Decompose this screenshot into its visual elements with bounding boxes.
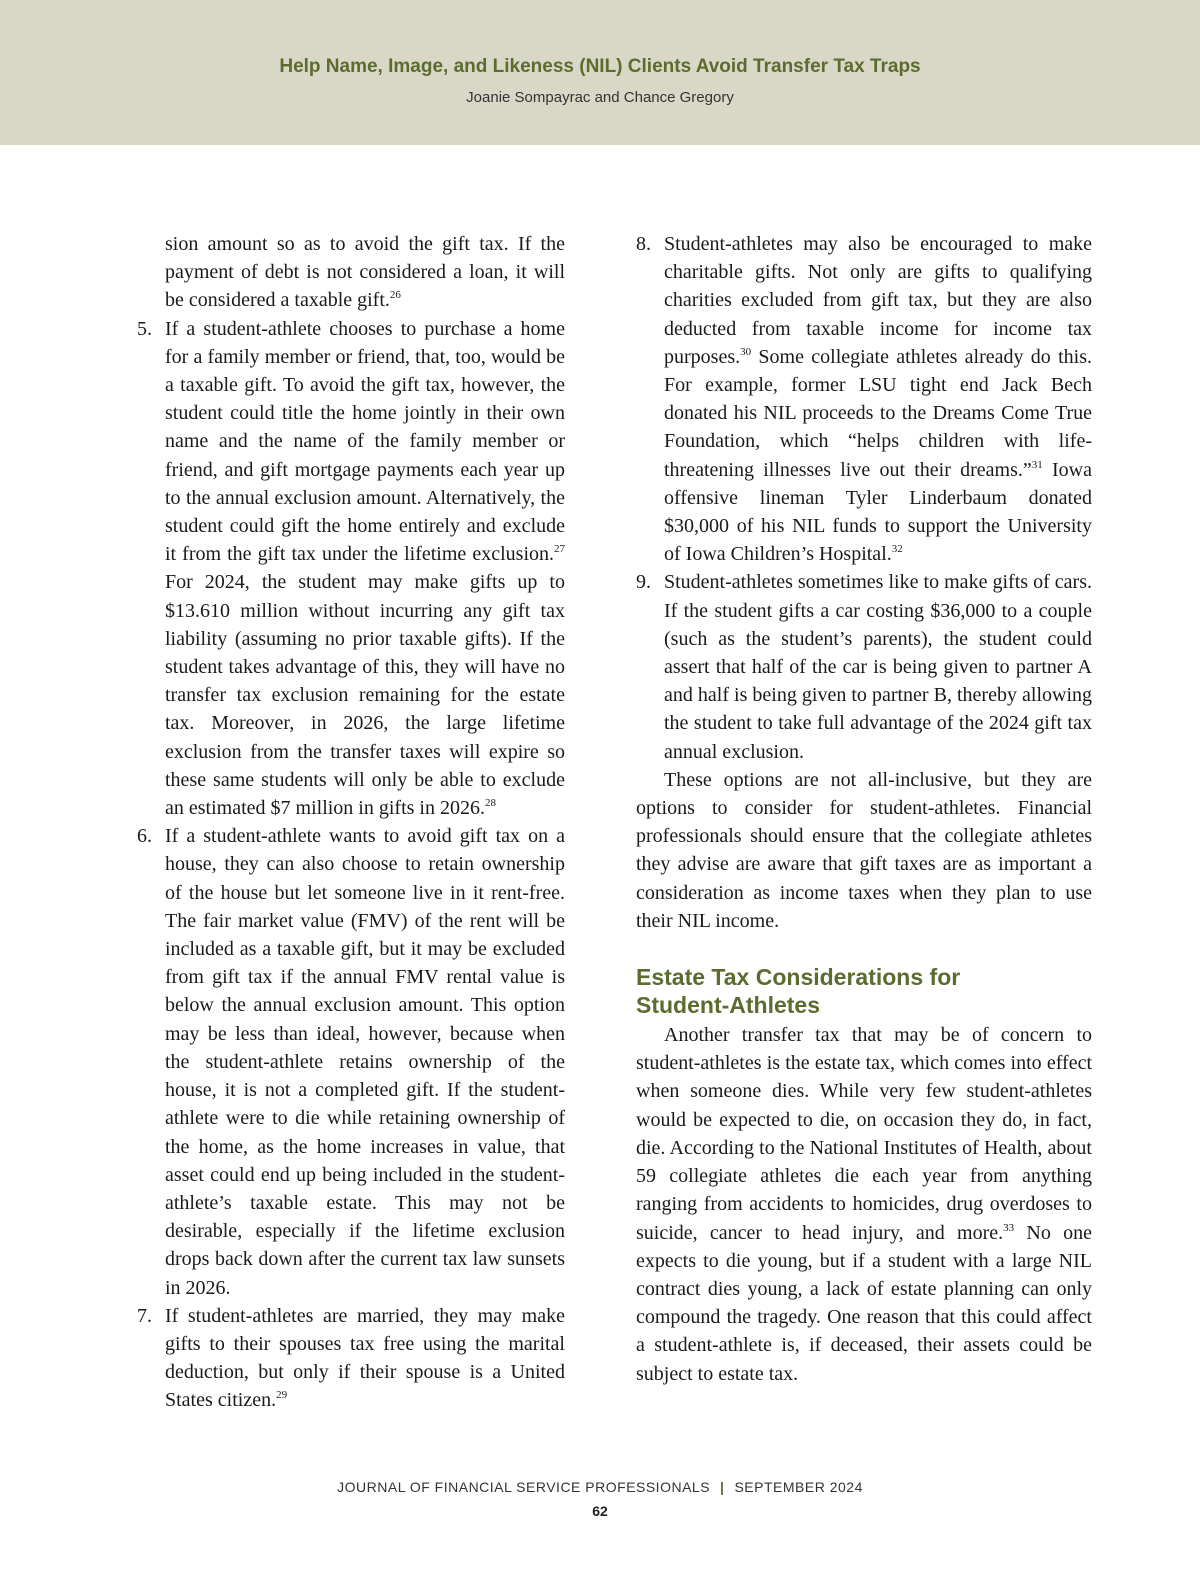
list-number: 7. [137, 1304, 152, 1327]
closing-paragraph: These options are not all-inclusive, but they are options to consider for student-athletes. Financial professionals should ensure that the collegiate athletes they advise are aware that gift taxes are as important a consideration as income taxes when they plan to use their NIL income. [636, 768, 1092, 932]
item-text: If a student-athlete wants to avoid gift tax on a house, they can also choose to retain ownership of the house but let someone live in it rent-free. The fair market value (FMV) of the rent will be included as a taxable gift, but it may be excluded from gift tax if the annual FMV rental value is below the annual exclusion amount. This option may be less than ideal, however, because when the student-athlete retains ownership of the house, it is not a completed gift. If the student-athlete were to die while retaining ownership of the home, as the home increases in value, that asset could end up being included in the student-athlete’s taxable estate. This may not be desirable, especially if the lifetime exclusion drops back down after the current tax law sunsets in 2026. [165, 825, 565, 1299]
list-item-8 [636, 230, 1093, 568]
left-column [137, 230, 565, 1415]
estate-tax-paragraph [636, 1021, 1092, 1388]
article-authors: Joanie Sompayrac and Chance Gregory [466, 89, 734, 106]
list-item-7 [137, 1302, 565, 1415]
header-band [0, 0, 1200, 145]
continued-paragraph [165, 230, 565, 315]
footnote-ref: 31 [1031, 458, 1043, 471]
list-item-5 [137, 315, 565, 823]
item-text: If a student-athlete chooses to purchase a home for a family member or friend, that, too, would be a taxable gift. To avoid the gift tax, however, the student could title the home jointly in their own name and the name of the family member or friend, and gift mortgage payments each year up to the annual exclusion amount. Alternatively, the student could gift the home entirely and exclude it from the gift tax under the lifetime exclusion. [165, 317, 565, 566]
footnote-ref: 28 [484, 797, 496, 810]
footnote-ref: 32 [891, 543, 903, 556]
item-text: If student-athletes are married, they may make gifts to their spouses tax free using the marital deduction, but only if their spouse is a United States citizen. [165, 1304, 565, 1412]
list-number: 5. [137, 317, 152, 340]
section-heading [636, 963, 1092, 1019]
list-item-6 [137, 822, 565, 1301]
item-text: Some collegiate athletes already do this. For example, former LSU tight end Jack Bech donated his NIL proceeds to the Dreams Come True Foundation, which “helps children with life-threatening illnesses live out their dreams.” [664, 345, 1092, 481]
footer-separator: | [720, 1479, 725, 1495]
page-number: 62 [592, 1503, 608, 1519]
footnote-ref: 27 [554, 543, 565, 556]
list-number: 9. [636, 571, 651, 594]
journal-name: JOURNAL OF FINANCIAL SERVICE PROFESSIONALS [337, 1479, 711, 1495]
continued-text: sion amount so as to avoid the gift tax. If the payment of debt is not considered a loan, it will be considered a taxable gift. [165, 233, 565, 312]
right-column [636, 230, 1092, 1388]
item-text: Iowa offensive lineman Tyler Linderbaum donated $30,000 of his NIL funds to support the University of Iowa Children’s Hospital. [664, 458, 1093, 566]
list-number: 6. [137, 825, 152, 848]
footnote-ref: 33 [1003, 1221, 1015, 1234]
footnote-ref: 26 [389, 289, 401, 302]
list-number: 8. [636, 233, 651, 255]
paragraph-text: No one expects to die young, but if a student with a large NIL contract dies young, a lack of estate planning can only compound the tragedy. One reason that this could affect a student-athlete is, if deceased, their assets could be subject to estate tax. [636, 1221, 1092, 1385]
footnote-ref: 29 [276, 1389, 288, 1402]
item-text: Student-athletes sometimes like to make gifts of cars. If the student gifts a car costing $36,000 to a couple (such as the student’s parents), the student could assert that half of the car is being given to partner A and half is being given to partner B, thereby allowing the student to take full advantage of the 2024 gift tax annual exclusion. [664, 571, 1092, 763]
issue-date: SEPTEMBER 2024 [734, 1479, 863, 1495]
paragraph-text: Another transfer tax that may be of concern to student-athletes is the estate tax, which comes into effect when someone dies. While very few student-athletes would be expected to die, on occasion they do, in fact, die. According to the National Institutes of Health, about 59 collegiate athletes die each year from anything ranging from accidents to homicides, drug overdoses to suicide, cancer to head injury, and more. [636, 1024, 1092, 1244]
section-heading-line1: Estate Tax Considerations for [636, 964, 961, 991]
item-text: Student-athletes may also be encouraged to make charitable gifts. Not only are gifts to qualifying charities excluded from gift tax, but they are also deducted from taxable income for income tax purposes. [664, 233, 1092, 368]
footnote-ref: 30 [740, 345, 752, 358]
article-title: Help Name, Image, and Likeness (NIL) Clients Avoid Transfer Tax Traps [279, 56, 921, 77]
list-item-9 [636, 568, 1092, 765]
item-text: For 2024, the student may make gifts up to $13.610 million without incurring any gift tax liability (assuming no prior taxable gifts). If the student takes advantage of this, they will have no transfer tax exclusion remaining for the estate tax. Moreover, in 2026, the large lifetime exclusion from the transfer taxes will expire so these same students will only be able to exclude an estimated $7 million in gifts in 2026. [165, 571, 565, 820]
section-heading-line2: Student-Athletes [636, 992, 820, 1019]
footer-journal-line [0, 1479, 1200, 1495]
